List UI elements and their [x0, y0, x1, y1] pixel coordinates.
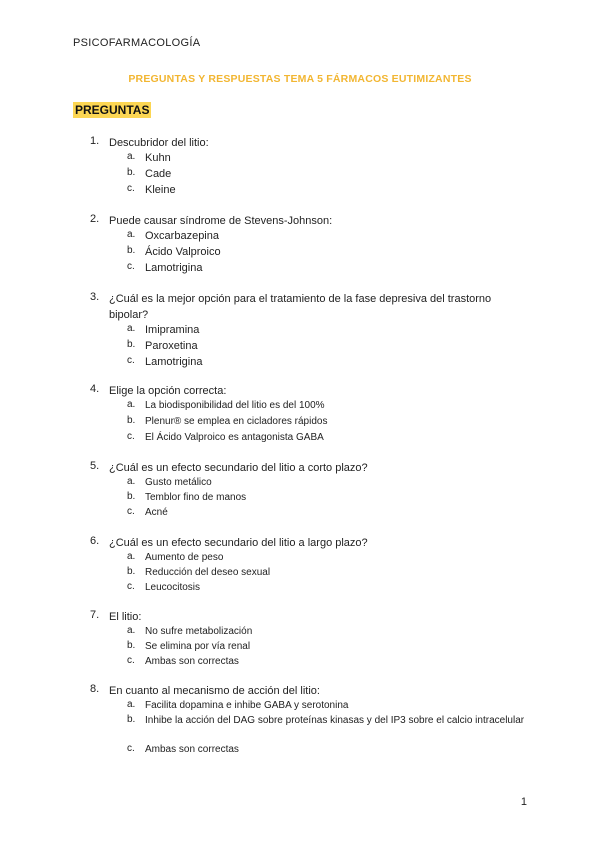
option-text: Reducción del deseo sexual	[145, 567, 271, 578]
document-title: PREGUNTAS Y RESPUESTAS TEMA 5 FÁRMACOS EUTIMIZANTES	[128, 73, 472, 85]
question-number: 1.	[90, 135, 100, 147]
option-letter: b.	[127, 245, 136, 256]
option-text: Se elimina por vía renal	[145, 641, 251, 652]
option-text: Ambas son correctas	[145, 744, 239, 755]
option-text: Oxcarbazepina	[145, 230, 219, 242]
option-letter: b.	[127, 167, 136, 178]
question-number: 7.	[90, 609, 100, 621]
question-text: En cuanto al mecanismo de acción del litio:	[109, 685, 320, 697]
option-letter: c.	[127, 743, 135, 754]
option-text: Cade	[145, 168, 172, 180]
option-text: Acné	[145, 507, 168, 518]
page-number: 1	[520, 796, 527, 808]
question-text: ¿Cuál es un efecto secundario del litio a largo plazo?	[109, 537, 368, 549]
option-text: Ácido Valproico	[145, 246, 221, 258]
question-number: 6.	[90, 535, 100, 547]
question-text: El litio:	[109, 611, 142, 623]
option-text: Temblor fino de manos	[145, 492, 247, 503]
option-text: Plenur® se emplea en cicladores rápidos	[145, 416, 328, 427]
option-letter: a.	[127, 399, 136, 410]
question-text: Elige la opción correcta:	[109, 385, 227, 397]
option-text: Ambas son correctas	[145, 656, 239, 667]
option-text: Paroxetina	[145, 340, 198, 352]
option-letter: b.	[127, 491, 136, 502]
option-text: Inhibe la acción del DAG sobre proteínas kinasas y del IP3 sobre el calcio intracelular	[145, 715, 525, 726]
option-text: Aumento de peso	[145, 552, 224, 563]
option-letter: c.	[127, 581, 135, 592]
option-letter: b.	[127, 415, 136, 426]
option-letter: c.	[127, 431, 135, 442]
option-text: Kleine	[145, 184, 176, 196]
option-letter: b.	[127, 714, 136, 725]
option-text: Imipramina	[145, 324, 200, 336]
question-text: Puede causar síndrome de Stevens-Johnson:	[109, 215, 333, 227]
option-letter: c.	[127, 506, 135, 517]
option-text: Lamotrigina	[145, 356, 203, 368]
option-text: Facilita dopamina e inhibe GABA y serotonina	[145, 700, 349, 711]
question-number: 4.	[90, 383, 100, 395]
option-text: Gusto metálico	[145, 477, 212, 488]
option-text: La biodisponibilidad del litio es del 100%	[145, 400, 325, 411]
question-text: Descubridor del litio:	[109, 137, 209, 149]
page-header: PSICOFARMACOLOGÍA	[73, 37, 201, 49]
option-letter: b.	[127, 640, 136, 651]
option-letter: a.	[127, 476, 136, 487]
option-text: No sufre metabolización	[145, 626, 253, 637]
option-text: Lamotrigina	[145, 262, 203, 274]
option-letter: c.	[127, 183, 135, 194]
option-letter: a.	[127, 551, 136, 562]
option-text: Kuhn	[145, 152, 171, 164]
section-heading: PREGUNTAS	[75, 103, 150, 117]
option-letter: b.	[127, 566, 136, 577]
option-text: El Ácido Valproico es antagonista GABA	[145, 432, 324, 443]
question-text: ¿Cuál es un efecto secundario del litio a corto plazo?	[109, 462, 368, 474]
question-number: 3.	[90, 291, 100, 303]
option-letter: a.	[127, 151, 136, 162]
question-number: 8.	[90, 683, 100, 695]
option-letter: a.	[127, 323, 136, 334]
option-letter: b.	[127, 339, 136, 350]
option-letter: c.	[127, 655, 135, 666]
option-text: Leucocitosis	[145, 582, 201, 593]
question-number: 5.	[90, 460, 100, 472]
option-letter: a.	[127, 229, 136, 240]
option-letter: a.	[127, 625, 136, 636]
option-letter: c.	[127, 261, 135, 272]
question-number: 2.	[90, 213, 100, 225]
option-letter: a.	[127, 699, 136, 710]
question-text: ¿Cuál es la mejor opción para el tratamiento de la fase depresiva del trastorno bipolar?	[109, 293, 492, 321]
option-letter: c.	[127, 355, 135, 366]
